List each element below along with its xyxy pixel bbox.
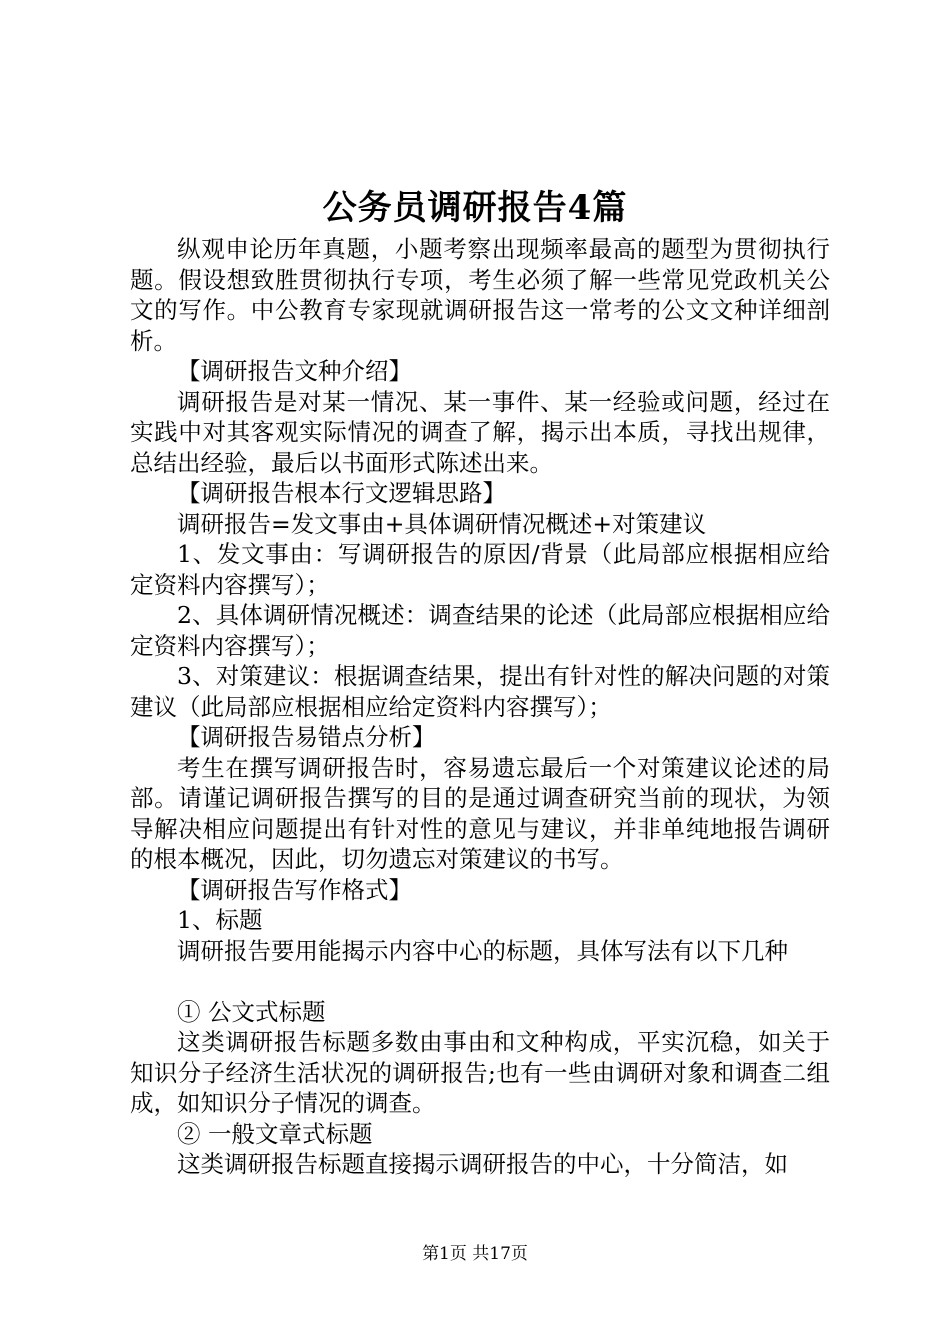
- blank-line: [130, 966, 830, 997]
- paragraph-title-intro: 调研报告要用能揭示内容中心的标题，具体写法有以下几种: [177, 936, 788, 965]
- list-item: 3、对策建议：根据调查结果，提出有针对性的解决问题的对策建议（此局部应根据相应给定资料内容撰写）；: [130, 662, 830, 721]
- section-heading: 【调研报告易错点分析】: [177, 723, 436, 751]
- document-title: 公务员调研报告4篇: [322, 188, 628, 228]
- paragraph-article-title: 这类调研报告标题直接揭示调研报告的中心，十分简洁，如: [177, 1150, 788, 1178]
- paragraph-errors: 考生在撰写调研报告时，容易遗忘最后一个对策建议论述的局部。请谨记调研报告撰写的目的是通过调查研究当前的现状，为领导解决相应问题提出有针对性的意见与建议，并非单纯地报告调研的根本概况，因此，切勿遗忘对策建议的书写。: [130, 753, 830, 873]
- list-item: 1、发文事由：写调研报告的原因/背景（此局部应根据相应给定资料内容撰写）；: [130, 540, 830, 599]
- paragraph-definition: 调研报告是对某一情况、某一事件、某一经验或问题，经过在实践中对其客观实际情况的调查了解，揭示出本质，寻找出规律，总结出经验，最后以书面形式陈述出来。: [130, 387, 830, 477]
- paragraph-official-title: 这类调研报告标题多数由事由和文种构成，平实沉稳，如关于知识分子经济生活状况的调研报告;也有一些由调研对象和调查二组成，如知识分子情况的调查。: [130, 1028, 830, 1117]
- subsection-heading: 1、标题: [177, 906, 263, 934]
- section-heading: 【调研报告写作格式】: [177, 875, 412, 904]
- paragraph-formula: 调研报告=发文事由+具体调研情况概述+对策建议: [177, 509, 707, 538]
- section-heading: 【调研报告文种介绍】: [177, 357, 412, 385]
- subsection-heading: ② 一般文章式标题: [177, 1119, 373, 1148]
- subsection-heading: ① 公文式标题: [177, 997, 326, 1026]
- paragraph-intro: 纵观申论历年真题，小题考察出现频率最高的题型为贯彻执行题。假设想致胜贯彻执行专项，考生必须了解一些常见党政机关公文的写作。中公教育专家现就调研报告这一常考的公文文种详细剖析。: [130, 235, 830, 355]
- document-body: [130, 234, 830, 1180]
- section-heading: 【调研报告根本行文逻辑思路】: [177, 479, 506, 507]
- list-item: 2、具体调研情况概述：调查结果的论述（此局部应根据相应给定资料内容撰写）；: [130, 601, 830, 660]
- page-footer: 第1页 共17页: [422, 1244, 528, 1264]
